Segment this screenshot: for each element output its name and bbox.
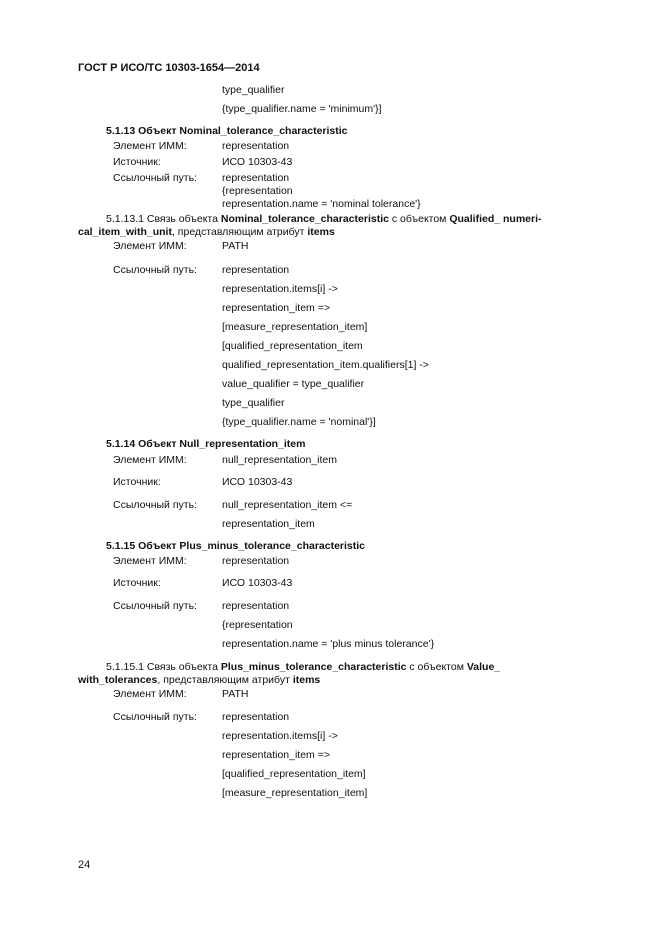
field-value: representation.items[i] -> (222, 283, 338, 295)
field-label: Элемент ИММ: (113, 140, 187, 152)
section-heading: 5.1.15 Объект Plus_minus_tolerance_characteristic (106, 540, 366, 552)
field-value: value_qualifier = type_qualifier (222, 378, 365, 390)
field-value: representation.name = 'plus minus tolerance'} (222, 638, 435, 650)
subsection-paragraph: 5.1.13.1 Связь объекта Nominal_tolerance_characteristic с объектом Qualified_ numeri- (106, 213, 542, 225)
field-value: PATH (222, 688, 249, 700)
field-value: representation (222, 711, 290, 723)
field-value: representation (222, 140, 290, 152)
subsection-paragraph-continuation: with_tolerances, представляющим атрибут items (78, 674, 321, 686)
field-label: Источник: (113, 156, 161, 168)
field-value: {representation (222, 619, 293, 631)
field-value: [measure_representation_item] (222, 787, 368, 799)
field-value: ИСО 10303-43 (222, 156, 293, 168)
field-value: representation (222, 264, 290, 276)
field-value: null_representation_item (222, 454, 337, 466)
text-line: type_qualifier (222, 84, 285, 96)
field-label: Ссылочный путь: (113, 711, 197, 723)
field-label: Элемент ИММ: (113, 454, 187, 466)
text-line: {type_qualifier.name = 'minimum'}] (222, 103, 382, 115)
field-value: {representation (222, 185, 293, 197)
field-value: type_qualifier (222, 397, 285, 409)
field-value: representation_item => (222, 302, 330, 314)
field-value: ИСО 10303-43 (222, 577, 293, 589)
field-value: {type_qualifier.name = 'nominal'}] (222, 416, 376, 428)
subsection-paragraph: 5.1.15.1 Связь объекта Plus_minus_tolerance_characteristic с объектом Value_ (106, 661, 501, 673)
field-value: representation (222, 555, 290, 567)
field-value: representation_item (222, 518, 315, 530)
field-label: Ссылочный путь: (113, 172, 197, 184)
field-label: Ссылочный путь: (113, 499, 197, 511)
field-value: qualified_representation_item.qualifiers[1] -> (222, 359, 429, 371)
field-value: ИСО 10303-43 (222, 476, 293, 488)
field-value: [measure_representation_item] (222, 321, 368, 333)
field-value: representation (222, 600, 290, 612)
field-label: Источник: (113, 476, 161, 488)
field-value: [qualified_representation_item] (222, 768, 366, 780)
field-label: Ссылочный путь: (113, 264, 197, 276)
subsection-paragraph-continuation: cal_item_with_unit, представляющим атрибут items (78, 226, 335, 238)
field-label: Элемент ИММ: (113, 688, 187, 700)
field-value: PATH (222, 240, 249, 252)
field-label: Элемент ИММ: (113, 240, 187, 252)
field-label: Элемент ИММ: (113, 555, 187, 567)
field-value: representation_item => (222, 749, 330, 761)
field-value: representation.items[i] -> (222, 730, 338, 742)
field-label: Ссылочный путь: (113, 600, 197, 612)
field-label: Источник: (113, 577, 161, 589)
section-heading: 5.1.13 Объект Nominal_tolerance_characteristic (106, 125, 348, 137)
field-value: [qualified_representation_item (222, 340, 363, 352)
page-number: 24 (78, 859, 91, 871)
document-header: ГОСТ Р ИСО/ТС 10303-1654—2014 (78, 62, 260, 74)
section-heading: 5.1.14 Объект Null_representation_item (106, 438, 306, 450)
field-value: representation.name = 'nominal tolerance'} (222, 198, 421, 210)
field-value: representation (222, 172, 290, 184)
field-value: null_representation_item <= (222, 499, 353, 511)
